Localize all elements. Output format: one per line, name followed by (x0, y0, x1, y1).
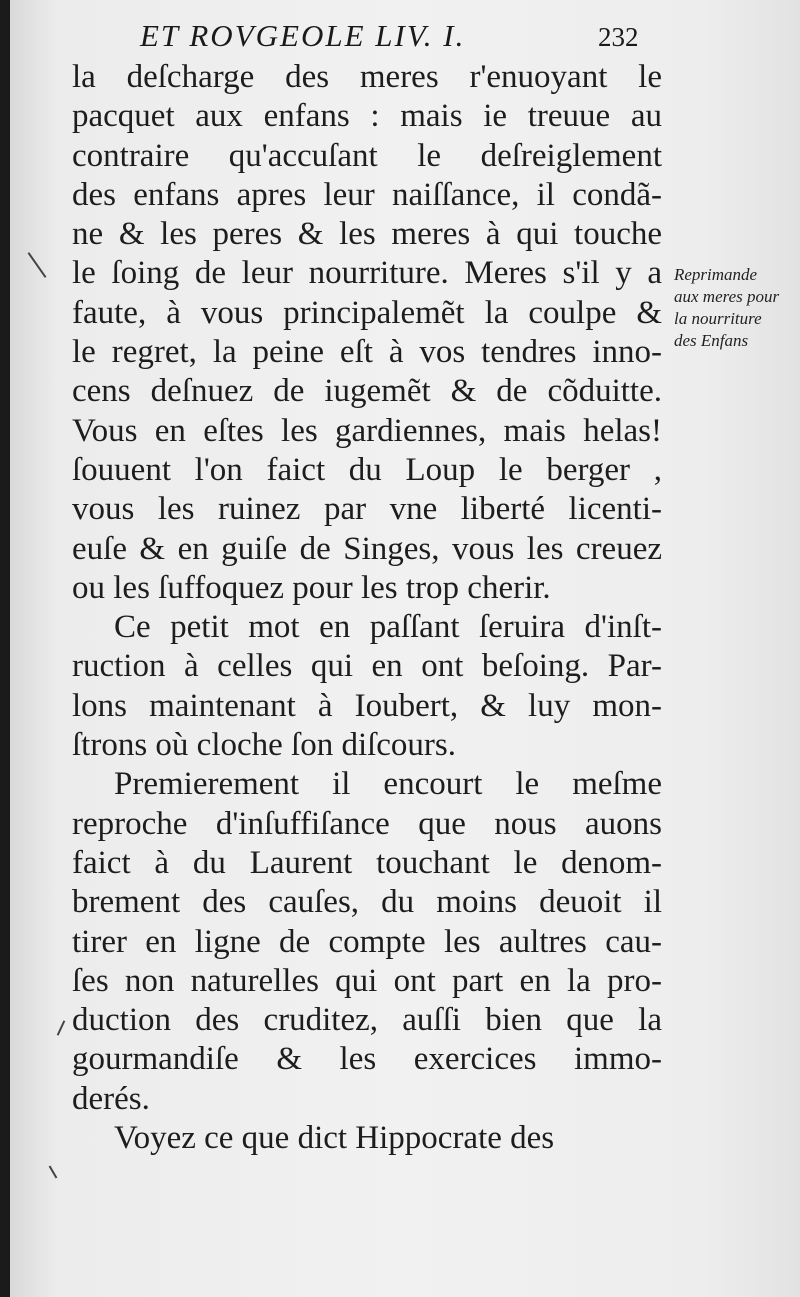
text-line: duction des cruditez, auſſi bien que la (72, 1002, 662, 1039)
text-line: ruction à celles qui en ont beſoing. Par- (72, 648, 662, 685)
margin-stroke-mark (57, 1020, 66, 1035)
margin-note-line: Reprimande (674, 265, 758, 284)
text-line: cens deſnuez de iugemẽt & de cõduitte. (72, 373, 662, 410)
margin-note-line: des Enfans (674, 331, 749, 350)
running-header (140, 18, 660, 54)
handwritten-margin-note (674, 264, 800, 352)
text-line: ou les ſuffoquez pour les trop cherir. (72, 569, 551, 606)
text-line: brement des cauſes, du moins deuoit il (72, 884, 662, 921)
page-number: 232 (598, 22, 639, 52)
text-line: tirer en ligne de compte les aultres cau- (72, 923, 662, 960)
text-line: Voyez ce que dict Hippocrate des (114, 1120, 555, 1157)
text-line: ſouuent l'on faict du Loup le berger , (72, 451, 662, 488)
text-line: pacquet aux enfans : mais ie treuue au (72, 98, 662, 135)
running-title: ET ROVGEOLE LIV. I. (140, 18, 466, 53)
text-line: contraire qu'accuſant le deſreiglement (72, 137, 662, 174)
text-line: reproche d'inſuffiſance que nous auons (72, 805, 662, 842)
text-line: faict à du Laurent touchant le denom- (72, 844, 662, 881)
text-line: derés. (72, 1080, 150, 1117)
text-line: ſtrons où cloche ſon diſcours. (72, 727, 457, 764)
text-line: la deſcharge des meres r'enuoyant le (72, 59, 662, 95)
text-line: ne & les peres & les meres à qui touche (72, 216, 662, 253)
margin-note-line: la nourriture (674, 309, 762, 328)
text-line: vous les ruinez par vne liberté licenti- (72, 491, 662, 528)
text-line: le ſoing de leur nourriture. Meres s'il y a (72, 255, 662, 292)
text-line: Premierement il encourt le meſme (114, 766, 662, 803)
book-page (10, 0, 800, 1297)
margin-note-line: aux meres pour (674, 287, 780, 306)
text-line: lons maintenant à Ioubert, & luy mon- (72, 687, 662, 724)
text-line: faute, à vous principalemẽt la coulpe & (72, 294, 662, 331)
text-line: le regret, la peine eſt à vos tendres inno- (72, 334, 662, 371)
text-line: ſes non naturelles qui ont part en la pro- (72, 962, 662, 999)
text-line: gourmandiſe & les exercices immo- (72, 1041, 662, 1078)
text-line: euſe & en guiſe de Singes, vous les creuez (72, 530, 662, 567)
text-line: Ce petit mot en paſſant ſeruira d'inſt- (114, 609, 662, 646)
text-line: des enfans apres leur naiſſance, il condã- (72, 176, 662, 213)
margin-stroke-mark (28, 252, 47, 278)
text-line: Vous en eſtes les gardiennes, mais helas! (72, 412, 662, 449)
margin-stroke-mark (49, 1165, 58, 1178)
body-text (72, 58, 662, 1158)
